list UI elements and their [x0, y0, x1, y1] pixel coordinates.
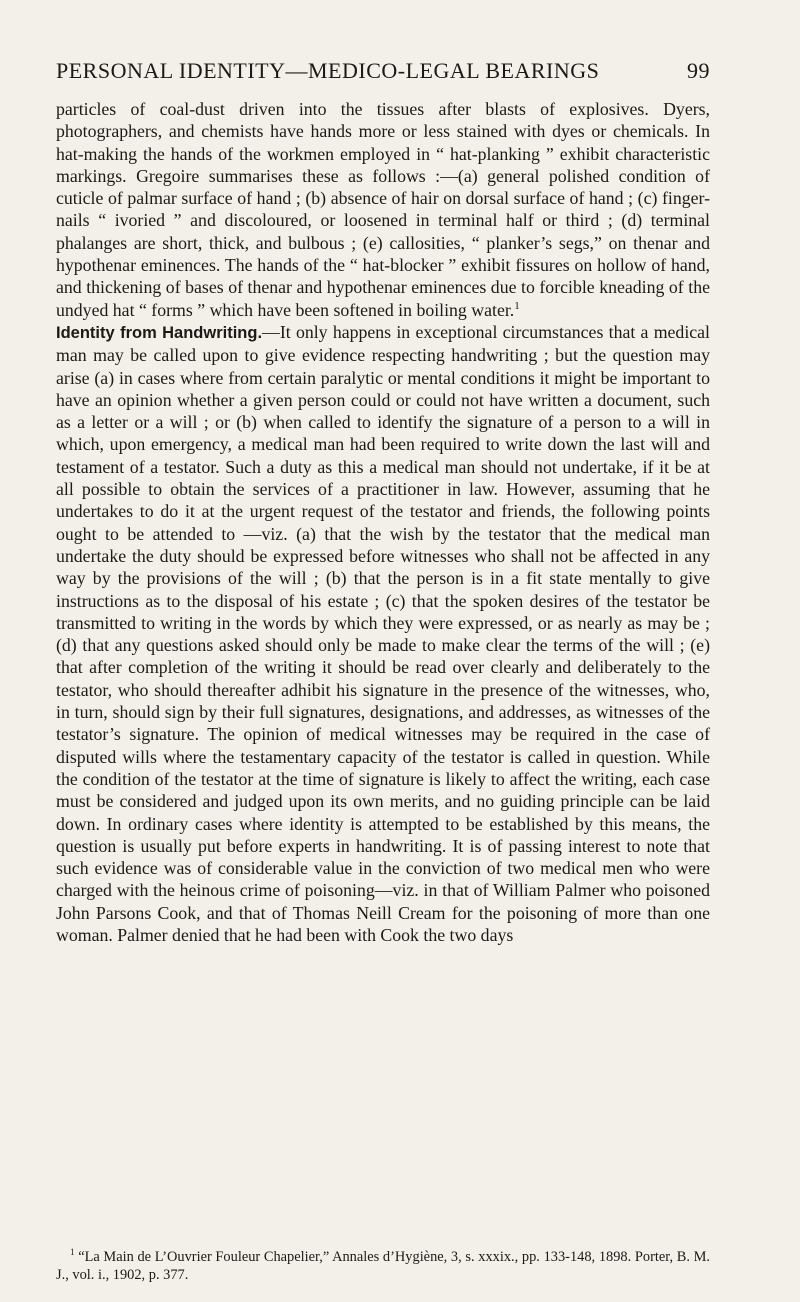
paragraph-handwriting [56, 321, 710, 946]
page-number: 99 [687, 58, 710, 83]
paragraph-hat-making-text: particles of coal-dust driven into the tissues after blasts of explosives. Dyers, photographers, and chemists have hands more or less stained with dyes or chemicals. In hat-making the hands of the workmen employed in “ hat-planking ” exhibit characteristic markings. Gregoire summarises these as follows :—(a) general polished condition of cuticle of palmar surface of hand ; (b) absence of hair on dorsal surface of hand ; (c) finger-nails “ ivoried ” and discoloured, or loosened in terminal half or third ; (d) terminal phalanges are short, thick, and bulbous ; (e) callosities, “ planker’s segs,” on thenar and hypothenar eminences. The hands of the “ hat-blocker ” exhibit fissures on hollow of hand, and thickening of bases of thenar and hypothenar eminences due to forcible kneading of the undyed hat “ forms ” which have been softened in boiling water. [56, 99, 710, 320]
paragraph-handwriting-text: —It only happens in exceptional circumstances that a medical man may be called upon to give evidence respecting handwriting ; but the question may arise (a) in cases where from certain paralytic or mental conditions it might be important to have an opinion whether a given person could or could not have written a document, such as a letter or a will ; or (b) when called to identify the signature of a person to a will in which, upon emergency, a medical man had been required to write down the last will and testament of a testator. Such a duty as this a medical man should not undertake, if it be at all possible to obtain the services of a practitioner in law. However, assuming that he undertakes to do it at the urgent request of the testator and friends, the following points ought to be attended to —viz. (a) that the wish by the testator that the medical man undertake the duty should be expressed before witnesses who shall not be affected in any way by the provisions of the will ; (b) that the person is in a fit state mentally to give instructions as to the disposal of his estate ; (c) that the spoken desires of the testator be transmitted to writing in the words by which they were expressed, or as nearly as may be ; (d) that any questions asked should only be made to make clear the terms of the will ; (e) that after completion of the writing it should be read over clearly and deliberately to the testator, who should thereafter adhibit his signature in the presence of the witnesses, who, in turn, should sign by their full signatures, designations, and addresses, as witnesses of the testator’s signature. The opinion of medical witnesses may be required in the case of disputed wills where the testamentary capacity of the testator is called in question. While the condition of the testator at the time of signature is likely to affect the writing, each case must be considered and judged upon its own merits, and no guiding principle can be laid down. In ordinary cases where identity is attempted to be established by this means, the question is usually put before experts in handwriting. It is of passing interest to note that such evidence was of considerable value in the conviction of two medical men who were charged with the heinous crime of poisoning—viz. in that of William Palmer who poisoned John Parsons Cook, and that of Thomas Neill Cream for the poisoning of more than one woman. Palmer denied that he had been with Cook the two days [56, 321, 710, 945]
footnote-reference: 1 [514, 299, 520, 312]
footnote-text: “La Main de L’Ouvrier Fouleur Chapelier,” Annales d’Hygiène, 3, s. xxxix., pp. 133-148, 1898. Porter, B. M. J., vol. i., 1902, p. 377. [56, 1249, 710, 1283]
footnote-marker: 1 [70, 1247, 75, 1258]
paragraph-hat-making [56, 98, 710, 321]
body-text [56, 98, 710, 946]
section-heading-handwriting: Identity from Handwriting. [56, 323, 263, 342]
footnote [56, 1248, 710, 1284]
running-title: PERSONAL IDENTITY—MEDICO-LEGAL BEARINGS [56, 58, 600, 83]
running-head [56, 58, 710, 88]
